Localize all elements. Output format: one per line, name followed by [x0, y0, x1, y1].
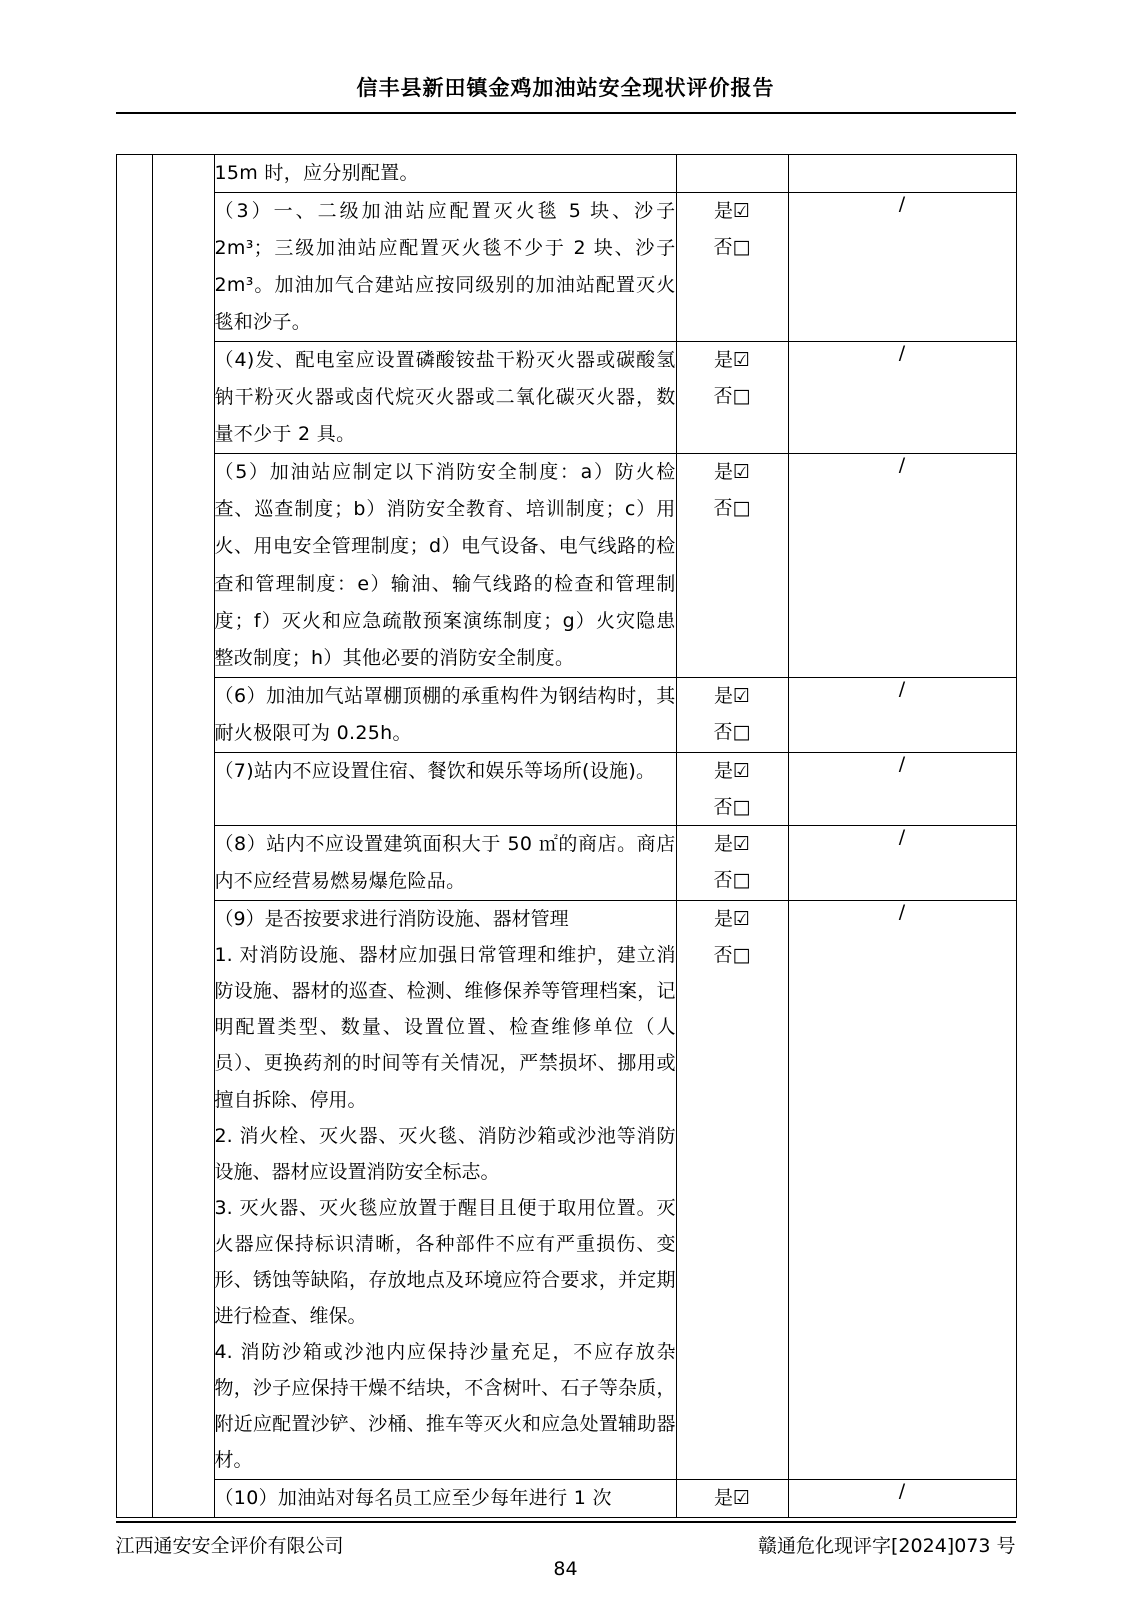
- requirement-cell: （3）一、二级加油站应配置灭火毯 5 块、沙子 2m³；三级加油站应配置灭火毯不少于 2 块、沙子 2m³。加油加气合建站应按同级别的加油站配置灭火毯和沙子。: [214, 193, 676, 342]
- judgement-no[interactable]: 否□: [713, 236, 751, 259]
- table-row: [116, 155, 1016, 193]
- requirement-cell: （4)发、配电室应设置磷酸铵盐干粉灭火器或碳酸氢钠干粉灭火器或卤代烷灭火器或二氧化碳灭火器，数量不少于 2 具。: [214, 342, 676, 454]
- requirement-cell: （10）加油站对每名员工应至少每年进行 1 次: [214, 1479, 676, 1517]
- judgement-no[interactable]: 否□: [713, 385, 751, 408]
- judgement-no[interactable]: 否□: [713, 795, 751, 818]
- requirement-cell: （7)站内不应设置住宿、餐饮和娱乐等场所(设施)。: [214, 752, 676, 825]
- table-row: [116, 193, 1016, 342]
- requirement-cell: （5）加油站应制定以下消防安全制度：a）防火检查、巡查制度；b）消防安全教育、培训制度；c）用火、用电安全管理制度；d）电气设备、电气线路的检查和管理制度：e）输油、输气线路的检查和管理制度；f）灭火和应急疏散预案演练制度；g）火灾隐患整改制度；h）其他必要的消防安全制度。: [214, 454, 676, 677]
- category-cell: [116, 155, 152, 1518]
- page-content: [116, 114, 1016, 1518]
- result-cell: /: [788, 825, 1016, 900]
- judgement-yes[interactable]: 是☑: [713, 349, 751, 372]
- footer-page-number: 84: [553, 1558, 578, 1580]
- requirement-cell: （9）是否按要求进行消防设施、器材管理 1. 对消防设施、器材应加强日常管理和维护，建立消防设施、器材的巡查、检测、维修保养等管理档案，记明配置类型、数量、设置位置、检查维修单位（人员）、更换药剂的时间等有关情况，严禁损坏、挪用或擅自拆除、停用。 2. 消火栓、灭火器、灭火毯、消防沙箱或沙池等消防设施、器材应设置消防安全标志。 3. 灭火器、灭火毯应放置于醒目且便于取用位置。灭火器应保持标识清晰，各种部件不应有严重损伤、变形、锈蚀等缺陷，存放地点及环境应符合要求，并定期进行检查、维保。 4. 消防沙箱或沙池内应保持沙量充足，不应存放杂物，沙子应保持干燥不结块，不含树叶、石子等杂质，附近应配置沙铲、沙桶、推车等灭火和应急处置辅助器材。: [214, 901, 676, 1480]
- result-cell: /: [788, 752, 1016, 825]
- judgement-cell[interactable]: [676, 342, 788, 454]
- result-cell: /: [788, 901, 1016, 1480]
- result-cell: /: [788, 677, 1016, 752]
- judgement-yes[interactable]: 是☑: [713, 759, 751, 782]
- table-row: [116, 342, 1016, 454]
- subcategory-cell: [152, 155, 214, 1518]
- judgement-no[interactable]: 否□: [713, 497, 751, 520]
- judgement-no[interactable]: 否□: [713, 944, 751, 967]
- judgement-yes[interactable]: 是☑: [713, 1486, 751, 1509]
- result-cell: /: [788, 454, 1016, 677]
- judgement-cell[interactable]: [676, 1479, 788, 1517]
- result-cell: /: [788, 1479, 1016, 1517]
- judgement-no[interactable]: 否□: [713, 869, 751, 892]
- judgement-yes[interactable]: 是☑: [713, 200, 751, 223]
- table-row: [116, 825, 1016, 900]
- page-footer: [0, 1521, 1131, 1580]
- table-row: [116, 677, 1016, 752]
- judgement-cell[interactable]: [676, 901, 788, 1480]
- requirement-cell: （8）站内不应设置建筑面积大于 50 ㎡的商店。商店内不应经营易燃易爆危险品。: [214, 825, 676, 900]
- footer-company: 江西通安安全评价有限公司: [115, 1535, 344, 1557]
- judgement-cell[interactable]: [676, 454, 788, 677]
- judgement-yes[interactable]: 是☑: [713, 908, 751, 931]
- judgement-yes[interactable]: 是☑: [713, 832, 751, 855]
- footer-divider: [116, 1521, 1016, 1523]
- footer-doc-number: 赣通危化现评字[2024]073 号: [758, 1535, 1016, 1557]
- judgement-yes[interactable]: 是☑: [713, 461, 751, 484]
- result-cell: /: [788, 342, 1016, 454]
- judgement-no[interactable]: 否□: [713, 720, 751, 743]
- table-row: [116, 901, 1016, 1480]
- table-row: [116, 752, 1016, 825]
- judgement-cell[interactable]: [676, 677, 788, 752]
- table-row: [116, 1479, 1016, 1517]
- page-header-title: 信丰县新田镇金鸡加油站安全现状评价报告: [356, 76, 775, 100]
- result-cell: [788, 155, 1016, 193]
- judgement-cell[interactable]: [676, 193, 788, 342]
- judgement-cell[interactable]: [676, 752, 788, 825]
- table-row: [116, 454, 1016, 677]
- requirement-cell: 15m 时，应分别配置。: [214, 155, 676, 193]
- judgement-yes[interactable]: 是☑: [713, 684, 751, 707]
- judgement-cell: [676, 155, 788, 193]
- checklist-table: [116, 154, 1017, 1518]
- requirement-cell: （6）加油加气站罩棚顶棚的承重构件为钢结构时，其耐火极限可为 0.25h。: [214, 677, 676, 752]
- judgement-cell[interactable]: [676, 825, 788, 900]
- result-cell: /: [788, 193, 1016, 342]
